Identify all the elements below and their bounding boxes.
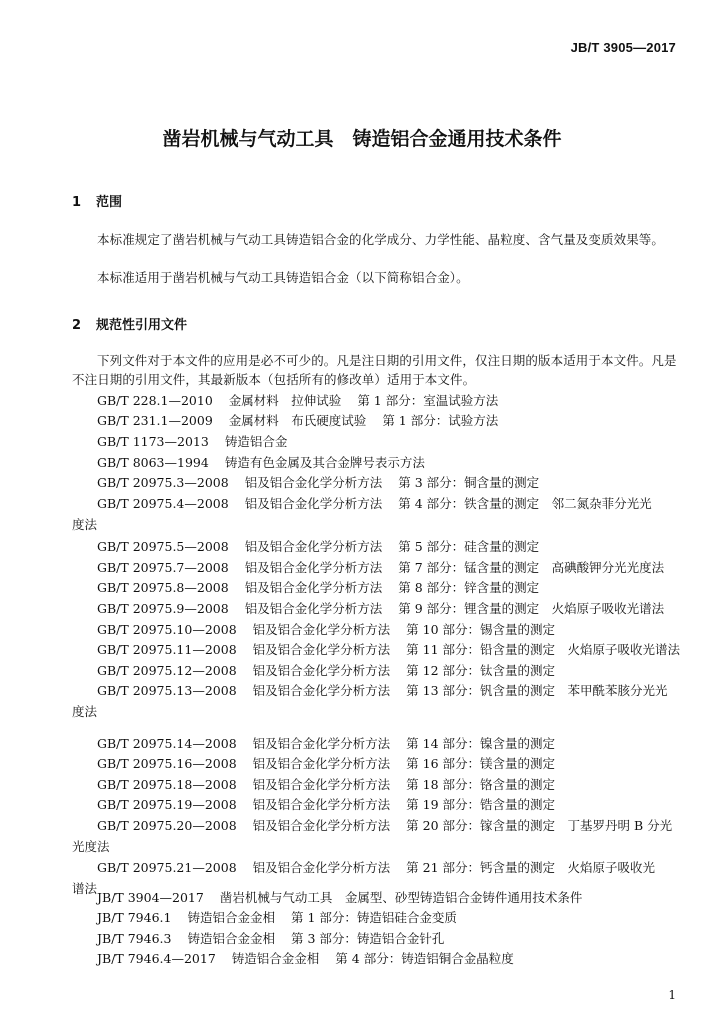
reference-item (72, 680, 684, 722)
reference-title: 铝及铝合金化学分析方法 (252, 797, 391, 812)
page-number: 1 (668, 988, 676, 1002)
reference-item (72, 410, 684, 431)
reference-code: GB/T 20975.3—2008 (97, 475, 229, 490)
reference-part: 第 4 部分：铸造铝铜合金晶粒度 (335, 951, 514, 966)
references-intro-paragraph: 下列文件对于本文件的应用是必不可少的。凡是注日期的引用文件，仅注日期的版本适用于本文件。凡是不注日期的引用文件，其最新版本（包括所有的修改单）适用于本文件。 (72, 353, 677, 387)
reference-title: 金属材料 拉伸试验 (228, 393, 342, 408)
reference-item (72, 887, 684, 908)
reference-title: 铝及铝合金化学分析方法 (244, 496, 383, 511)
reference-title: 凿岩机械与气动工具 金属型、砂型铸造铝合金铸件通用技术条件 (219, 890, 583, 905)
reference-title: 铝及铝合金化学分析方法 (244, 539, 383, 554)
reference-title: 铝及铝合金化学分析方法 (252, 860, 391, 875)
reference-item (72, 794, 684, 815)
reference-item (72, 815, 684, 857)
reference-item (72, 907, 684, 928)
reference-part: 第 13 部分：钒含量的测定 苯甲酰苯胲分光光 (406, 683, 668, 698)
reference-part: 第 4 部分：铁含量的测定 邻二氮杂菲分光光 (398, 496, 652, 511)
reference-part: 第 12 部分：钛含量的测定 (406, 663, 556, 678)
reference-code: GB/T 20975.21—2008 (97, 860, 237, 875)
reference-item (72, 619, 684, 640)
reference-title: 铸造铝合金金相 (231, 951, 320, 966)
reference-title: 铝及铝合金化学分析方法 (244, 601, 383, 616)
reference-code: GB/T 20975.11—2008 (97, 642, 237, 657)
section-number: 2 (72, 318, 82, 333)
section-title: 范围 (96, 195, 123, 210)
reference-item (72, 733, 684, 754)
reference-part: 第 19 部分：锆含量的测定 (406, 797, 556, 812)
reference-title: 铸造有色金属及其合金牌号表示方法 (224, 455, 425, 470)
reference-item (72, 948, 684, 969)
reference-part: 第 3 部分：铜含量的测定 (398, 475, 540, 490)
reference-title: 铝及铝合金化学分析方法 (252, 683, 391, 698)
reference-code: GB/T 20975.4—2008 (97, 496, 229, 511)
reference-continuation: 光度法 (72, 839, 110, 854)
reference-code: GB/T 20975.5—2008 (97, 539, 229, 554)
reference-continuation: 谱法 (72, 881, 98, 896)
reference-code: GB/T 20975.12—2008 (97, 663, 237, 678)
reference-part: 第 16 部分：镁含量的测定 (406, 756, 556, 771)
reference-part: 第 20 部分：镓含量的测定 丁基罗丹明 B 分光 (406, 818, 673, 833)
reference-title: 铝及铝合金化学分析方法 (252, 663, 391, 678)
reference-code: JB/T 7946.3 (97, 931, 172, 946)
reference-title: 铝及铝合金化学分析方法 (244, 560, 383, 575)
reference-code: GB/T 20975.10—2008 (97, 622, 237, 637)
reference-item (72, 390, 684, 411)
reference-code: GB/T 20975.14—2008 (97, 736, 237, 751)
reference-title: 铝及铝合金化学分析方法 (244, 580, 383, 595)
section-heading-scope (72, 191, 122, 210)
reference-item (72, 753, 684, 774)
reference-title: 金属材料 布氏硬度试验 (228, 413, 367, 428)
reference-code: GB/T 8063—1994 (97, 455, 209, 470)
reference-item (72, 660, 684, 681)
reference-code: GB/T 20975.13—2008 (97, 683, 237, 698)
reference-item (72, 774, 684, 795)
reference-code: GB/T 1173—2013 (97, 434, 209, 449)
reference-part: 第 11 部分：铅含量的测定 火焰原子吸收光谱法 (406, 642, 681, 657)
reference-continuation: 度法 (72, 517, 98, 532)
reference-code: GB/T 228.1—2010 (97, 393, 213, 408)
reference-title: 铝及铝合金化学分析方法 (244, 475, 383, 490)
reference-part: 第 21 部分：钙含量的测定 火焰原子吸收光 (406, 860, 656, 875)
reference-title: 铝及铝合金化学分析方法 (252, 622, 391, 637)
reference-code: JB/T 7946.1 (97, 910, 172, 925)
reference-code: GB/T 20975.7—2008 (97, 560, 229, 575)
reference-item (72, 639, 684, 660)
reference-code: GB/T 20975.16—2008 (97, 756, 237, 771)
reference-code: GB/T 20975.8—2008 (97, 580, 229, 595)
reference-code: GB/T 231.1—2009 (97, 413, 213, 428)
reference-part: 第 1 部分：试验方法 (382, 413, 499, 428)
standard-code: JB/T 3905—2017 (570, 40, 676, 55)
reference-title: 铝及铝合金化学分析方法 (252, 642, 391, 657)
reference-title: 铸造铝合金 (224, 434, 288, 449)
scope-paragraph-1: 本标准规定了凿岩机械与气动工具铸造铝合金的化学成分、力学性能、晶粒度、含气量及变质效果等。 (97, 232, 665, 247)
reference-part: 第 9 部分：锂含量的测定 火焰原子吸收光谱法 (398, 601, 665, 616)
section-number: 1 (72, 195, 82, 210)
reference-item (72, 928, 684, 949)
reference-title: 铝及铝合金化学分析方法 (252, 736, 391, 751)
reference-code: GB/T 20975.20—2008 (97, 818, 237, 833)
reference-part: 第 18 部分：铬含量的测定 (406, 777, 556, 792)
reference-item (72, 472, 684, 493)
reference-part: 第 8 部分：锌含量的测定 (398, 580, 540, 595)
reference-title: 铸造铝合金金相 (187, 910, 275, 925)
reference-code: GB/T 20975.19—2008 (97, 797, 237, 812)
reference-part: 第 1 部分：室温试验方法 (357, 393, 499, 408)
reference-item (72, 431, 684, 452)
reference-title: 铸造铝合金金相 (187, 931, 275, 946)
section-heading-normative-references (72, 314, 187, 333)
reference-continuation: 度法 (72, 704, 98, 719)
reference-code: JB/T 3904—2017 (97, 890, 204, 905)
reference-part: 第 7 部分：锰含量的测定 高碘酸钾分光光度法 (398, 560, 665, 575)
reference-item (72, 493, 684, 535)
reference-part: 第 3 部分：铸造铝合金针孔 (290, 931, 445, 946)
reference-item (72, 536, 684, 557)
reference-part: 第 5 部分：硅含量的测定 (398, 539, 540, 554)
reference-title: 铝及铝合金化学分析方法 (252, 818, 391, 833)
reference-code: GB/T 20975.9—2008 (97, 601, 229, 616)
document-title: 凿岩机械与气动工具 铸造铝合金通用技术条件 (162, 128, 562, 150)
reference-part: 第 1 部分：铸造铝硅合金变质 (290, 910, 457, 925)
section-title: 规范性引用文件 (96, 318, 188, 333)
reference-item (72, 598, 684, 619)
reference-item (72, 452, 684, 473)
reference-code: GB/T 20975.18—2008 (97, 777, 237, 792)
reference-part: 第 14 部分：镍含量的测定 (406, 736, 556, 751)
reference-item (72, 557, 684, 578)
reference-item (72, 577, 684, 598)
reference-title: 铝及铝合金化学分析方法 (252, 777, 391, 792)
scope-paragraph-2: 本标准适用于凿岩机械与气动工具铸造铝合金（以下简称铝合金）。 (97, 270, 469, 285)
reference-code: JB/T 7946.4—2017 (97, 951, 216, 966)
reference-part: 第 10 部分：锡含量的测定 (406, 622, 556, 637)
reference-title: 铝及铝合金化学分析方法 (252, 756, 391, 771)
